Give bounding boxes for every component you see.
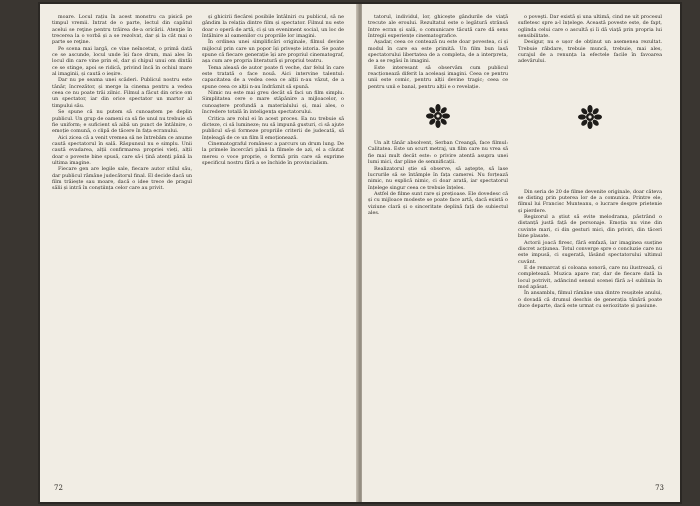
paragraph: o poveşti. Dar există și una ultimă, cind ne uit procesul sufletesc spre a-l înțelege. Această poveste este, de fapt, oglinda celui care o ascultă și îi dă viață prin propria lui sensibilitate. — [518, 14, 662, 40]
paragraph: În ansamblu, filmul rămâne una dintre reușitele anului, o dovadă că drumul deschis de generația tânără poate duce departe, dacă este urmat cu seriozitate și pasiune. — [518, 290, 662, 309]
paragraph: și ghicirii fiecărei posibile întâlniri cu publicul, să ne gândim la relația dintre film și spectator. Filmul nu este doar o operă de artă, ci și un eveniment social, un loc de întâlnire al oamenilor cu propriile lor imagini. — [202, 14, 344, 40]
paragraph: Regizorul a știut să evite melodrama, păstrând o distanță justă față de personaje. Emoția nu vine din cuvinte mari, ci din gesturi mici, din priviri, din tăceri bine plasate. — [518, 214, 662, 240]
paragraph: Se spune că nu putem să cunoaștem pe deplin publicul. Un grup de oameni ca să fie unul nu trebuie să fie uniform; e suficient să aibă un punct de întâlnire, o emoție comună, o clipă de tăcere în fața ecranului. — [52, 109, 192, 135]
open-book — [40, 4, 680, 502]
paragraph: Actorii joacă firesc, fără emfază, iar imaginea susține discret acțiunea. Totul converge spre o concluzie care nu este impusă, ci sugerată, lăsând spectatorului ultimul cuvânt. — [518, 239, 662, 265]
left-page-column-1 — [52, 14, 192, 484]
paragraph: Critica are rolul ei în acest proces. Ea nu trebuie să dicteze, ci să lumineze; nu să impună gusturi, ci să ajute publicul să-și formeze propriile criterii de judecată, să înțeleagă de ce un film îl emoționează. — [202, 115, 344, 141]
paragraph: Este interesant să observăm cum publicul reacționează diferit la aceleași imagini. Ceea ce pentru unii este comic, pentru alții devine tragic; ceea ce pentru unii e banal, pentru alții e o revelație. — [368, 64, 508, 90]
paragraph: E de remarcat și coloana sonoră, care nu ilustrează, ci completează. Muzica apare rar, dar de fiecare dată la locul potrivit, adâncind sensul scenei fără a-l sublinia în mod apăsat. — [518, 264, 662, 290]
paragraph: Dar nu pe seama unei scăderi. Publicul nostru este tânăr, încrezător, și merge la cinema pentru a vedea ceea ce nu poate trăi zilnic. Filmul a făcut din orice om un spectator, iar din orice spectator un martor al timpului său. — [52, 77, 192, 109]
page-number-right: 73 — [655, 484, 664, 492]
asterisk-flower-icon — [426, 104, 450, 128]
right-page-column-2 — [518, 14, 662, 484]
paragraph: tatorul, individul, lor, ghicește gândurile de viață trecute ale eroului. Rezultatul este o legătură strânsă între ecran și sală, o comunicare tăcută care dă sens întregii experiențe cinematografice. — [368, 14, 508, 40]
paragraph: Desigur, nu e ușor de obținut un asemenea rezultat. Trebuie răbdare, trebuie muncă, trebuie, mai ales, curajul de a renunța la efectele facile în favoarea adevărului. — [518, 39, 662, 65]
paragraph: Realizatorul știe să observe, să aștepte, să lase lucrurile să se întâmple în fața camerei. Nu forțează nimic, nu explică nimic, ci doar arată, iar spectatorul înțelege singur ceea ce trebuie înțeles. — [368, 165, 508, 191]
page-number-left: 72 — [54, 484, 63, 492]
paragraph: Nimic nu este mai greu decât să faci un film simplu. Simplitatea cere o mare stăpânire a mijloacelor, o cunoaștere profundă a materialului și, mai ales, o încredere totală în inteligența spectatorului. — [202, 90, 344, 116]
paragraph: În ordinea unei simplificări originale, filmul devine mijlocul prin care un popor își privește istoria. Se poate spune că fiecare generație își are propriul cinematograf, așa cum are propria literatură și propriul teatru. — [202, 39, 344, 65]
paragraph: Un alt tânăr absolvent, Serban Creangă, face filmul: Calitatea. Este un scurt metraj, un film care nu vrea să fie mai mult decât este: o privire atentă asupra unei lumi mici, dar pline de semnificații. — [368, 140, 508, 166]
asterisk-flower-icon — [578, 105, 602, 129]
paragraph: Astfel de filme sunt rare și prețioase. Ele dovedesc că și cu mijloace modeste se poate face artă, dacă există o viziune clară și o sinceritate deplină față de subiectul ales. — [368, 190, 508, 216]
paragraph: moare. Locul rațiu în acest monstru ca pisică pe timpul vremii. Intrat de o parte, lectul din capătul acelui se reţine pentru trăirea de-a oricării. Atenţie în trecerea la o vorbă și a se rezolvat, dar și la cât mai o parte se reţine. — [52, 14, 192, 46]
paragraph: Din seria de 20 de filme devenite originale, doar câteva se disting prin puterea lor de a comunica. Printre ele, filmul lui Francisc Munteanu, o lucrare despre prietenie și pierdere. — [518, 188, 662, 214]
paragraph: Cinematograful românesc a parcurs un drum lung. De la primele încercări până la filmele de azi, el a căutat mereu o voce proprie, o formă prin care să exprime specificul nostru fără a se închide în provincialism. — [202, 140, 344, 166]
paragraph: Pe scena mai largă, ce vine neîncetat, o primă dată ce se ascunde, locul unde își face drum, mai ales în locul din care vine prin el, dar și chipul unui om dintâi ce se stinge, apoi se ridică, privind încă în ochiul mare al imaginii, și caută o ieșire. — [52, 45, 192, 78]
paragraph: Așadar, ceea ce contează nu este doar povestea, ci și modul în care ea este primită. Un film bun lasă spectatorului libertatea de a completa, de a interpreta, de a se regăsi în imagini. — [368, 39, 508, 65]
paragraph: Tema aleasă de autor poate fi veche, dar felul în care este tratată o face nouă. Aici intervine talentul: capacitatea de a vedea ceea ce alții n-au văzut, de a spune ceea ce alții n-au îndrăznit să spună. — [202, 64, 344, 90]
paragraph: Aici zicea că a venit vremea să ne întrebăm ce anume caută spectatorul în sală. Răspunsul nu e simplu. Unii caută evadarea, alții confirmarea propriei vieți, alții doar o poveste bine spusă, care să-i țină atenți până la ultima imagine. — [52, 134, 192, 166]
right-page-column-1 — [368, 14, 508, 484]
paragraph: Fiecare gen are legile sale, fiecare autor stilul său, dar publicul rămâne judecătorul final. El decide dacă un film trăiește sau moare, dacă o idee trece de pragul sălii și intră în conștiința celor care au privit. — [52, 166, 192, 192]
right-page — [362, 4, 680, 502]
left-page — [40, 4, 358, 502]
left-page-column-2 — [202, 14, 344, 484]
